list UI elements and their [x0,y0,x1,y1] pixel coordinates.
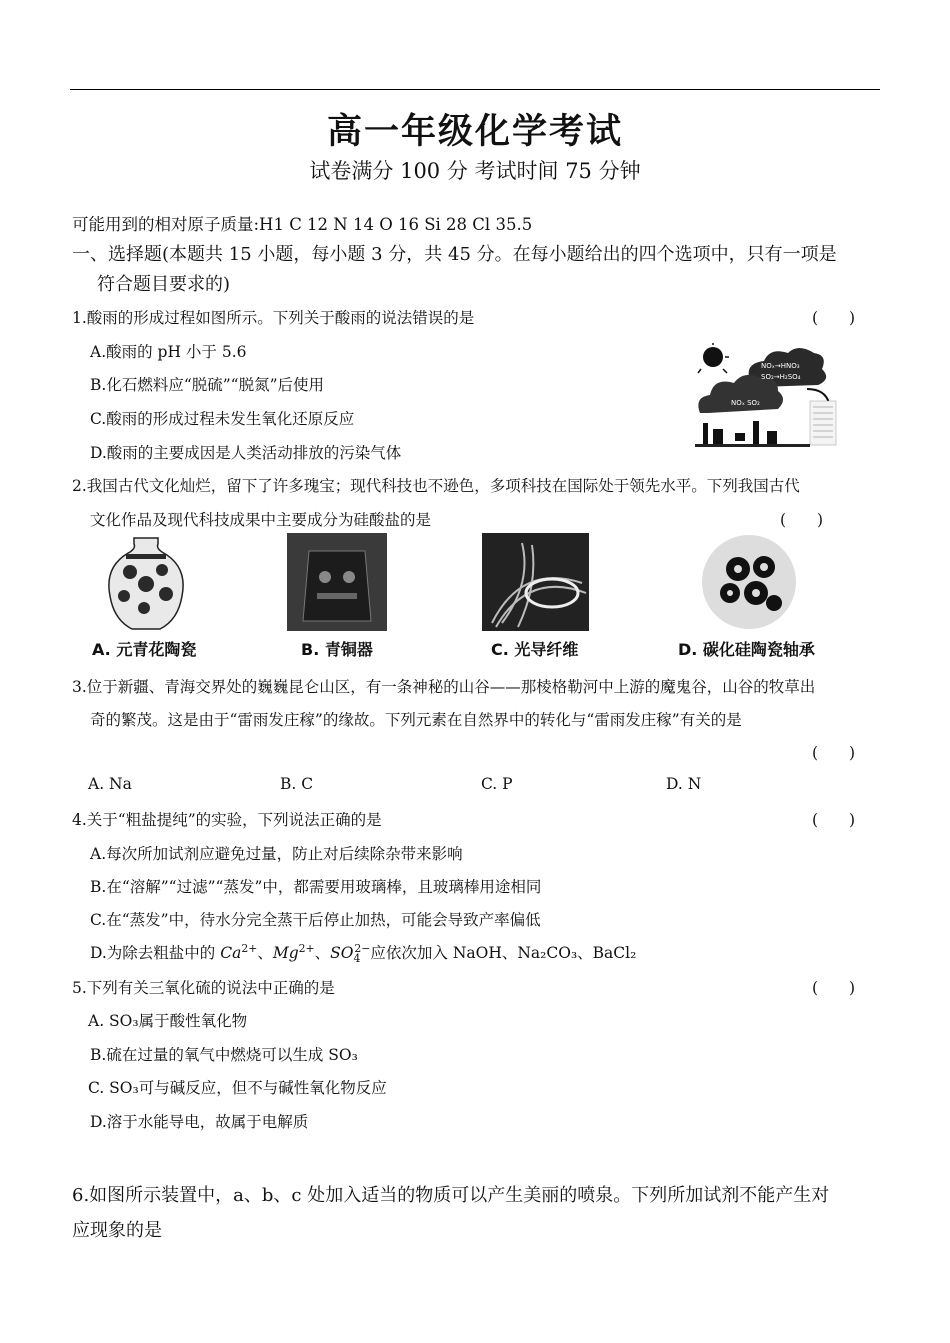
optical-fiber-image[interactable] [482,533,589,631]
q2-caption-b: B. 青铜器 [301,640,373,659]
q3-answer-paren: ( ) [812,744,856,762]
page-title: 高一年级化学考试 [326,111,623,152]
page-subtitle: 试卷满分 100 分 考试时间 75 分钟 [309,159,641,183]
q2-stem-cont: 文化作品及现代科技成果中主要成分为硅酸盐的是 [90,511,432,529]
q2-stem: 2.我国古代文化灿烂，留下了许多瑰宝；现代科技也不逊色，多项科技在国际处于领先水平。下列我国古代 [72,477,800,495]
q6-stem: 6.如图所示装置中，a、b、c 处加入适当的物质可以产生美丽的喷泉。下列所加试剂不能产生对 [72,1185,830,1206]
q5-option-d[interactable]: D.溶于水能导电，故属于电解质 [90,1113,309,1131]
q5-answer-paren: ( ) [812,979,856,997]
q2-caption-c: C. 光导纤维 [491,640,579,659]
sun-icon [703,347,723,367]
q5-option-c[interactable]: C. SO₃可与碱反应，但不与碱性氧化物反应 [88,1079,387,1097]
acid-rain-figure [695,343,840,447]
q1-option-a[interactable]: A.酸雨的 pH 小于 5.6 [90,343,247,361]
q4-option-b[interactable]: B.在“溶解”“过滤”“蒸发”中，都需要用玻璃棒，且玻璃棒用途相同 [90,878,542,896]
q1-stem: 1.酸雨的形成过程如图所示。下列关于酸雨的说法错误的是 [72,309,475,327]
svg-text:NOₓ SO₂: NOₓ SO₂ [731,399,760,407]
svg-text:SO₂→H₂SO₄: SO₂→H₂SO₄ [761,373,801,381]
q3-stem-cont: 奇的繁茂。这是由于“雷雨发庄稼”的缘故。下列元素在自然界中的转化与“雷雨发庄稼”有关的是 [90,711,742,729]
q1-option-b[interactable]: B.化石燃料应“脱硫”“脱氮”后使用 [90,376,325,394]
section-heading-cont: 符合题目要求的) [97,274,231,295]
q3-option-b[interactable]: B. C [280,775,314,793]
q2-answer-paren: ( ) [780,511,824,529]
q4-stem: 4.关于“粗盐提纯”的实验，下列说法正确的是 [72,811,382,829]
q5-option-b[interactable]: B.硫在过量的氧气中燃烧可以生成 SO₃ [90,1046,358,1064]
q2-caption-d: D. 碳化硅陶瓷轴承 [678,640,815,659]
sic-bearing-image[interactable] [700,533,798,631]
section-heading: 一、选择题(本题共 15 小题，每小题 3 分，共 45 分。在每小题给出的四个选项中，只有一项是 [72,244,837,265]
q4-option-c[interactable]: C.在“蒸发”中，待水分完全蒸干后停止加热，可能会导致产率偏低 [90,911,541,929]
q6-stem-cont: 应现象的是 [72,1220,162,1241]
bronze-ware-image[interactable] [287,533,387,631]
q1-option-d[interactable]: D.酸雨的主要成因是人类活动排放的污染气体 [90,444,402,462]
svg-text:NOₓ→HNO₃: NOₓ→HNO₃ [761,362,800,370]
q5-option-a[interactable]: A. SO₃属于酸性氧化物 [88,1012,248,1030]
q3-stem: 3.位于新疆、青海交界处的巍巍昆仑山区，有一条神秘的山谷——那棱格勒河中上游的魔鬼谷，山谷的牧草出 [72,678,816,696]
q4-option-d[interactable]: D.为除去粗盐中的 $Ca^{2+}$、$Mg^{2+}$、$SO_4^{2-}$应依次加入 NaOH、Na₂CO₃、BaCl₂ [90,941,637,966]
q3-option-c[interactable]: C. P [481,775,513,793]
q4-option-a[interactable]: A.每次所加试剂应避免过量，防止对后续除杂带来影响 [90,845,463,863]
q5-stem: 5.下列有关三氧化硫的说法中正确的是 [72,979,335,997]
blue-white-porcelain-image[interactable] [104,536,188,631]
atomic-masses: 可能用到的相对原子质量:H1 C 12 N 14 O 16 Si 28 Cl 35.5 [72,215,533,234]
q1-answer-paren: ( ) [812,309,856,327]
q4-answer-paren: ( ) [812,811,856,829]
q3-option-a[interactable]: A. Na [88,775,132,793]
q2-caption-a: A. 元青花陶瓷 [92,640,197,659]
q3-option-d[interactable]: D. N [666,775,702,793]
top-rule [70,89,880,90]
q1-option-c[interactable]: C.酸雨的形成过程未发生氧化还原反应 [90,410,355,428]
